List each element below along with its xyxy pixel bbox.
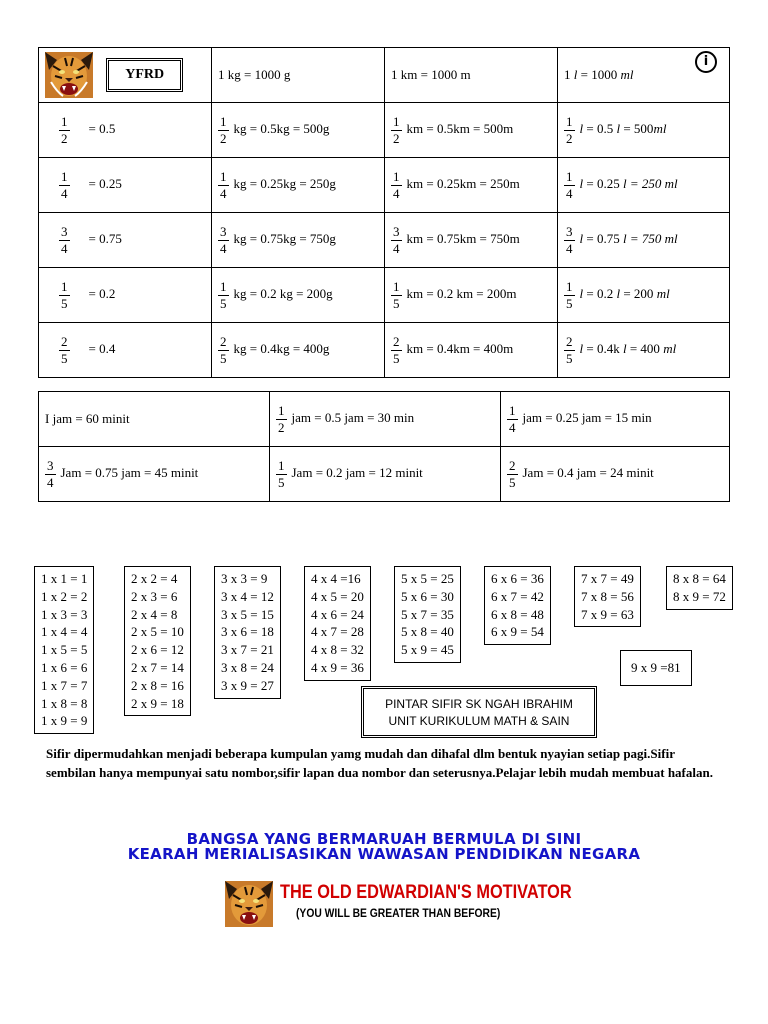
litre-conversion: $\frac{2}{5}$ l = 0.4k l = 400 ml — [558, 323, 730, 378]
litre-conversion: $\frac{1}{5}$ l = 0.2 l = 200 ml — [558, 268, 730, 323]
motivator-title: THE OLD EDWARDIAN'S MOTIVATOR — [280, 882, 572, 903]
times-table-8 — [666, 566, 733, 610]
times-table-line: 5 x 7 = 35 — [401, 606, 454, 622]
times-table-line: 1 x 4 = 4 — [41, 624, 88, 640]
fraction: $\frac{1}{2}$ — [220, 113, 227, 146]
conversion-row — [39, 213, 730, 268]
fraction-decimal: $\frac{2}{5}$ = 0.4 — [39, 323, 212, 378]
times-table-line: 4 x 5 = 20 — [311, 588, 364, 604]
time-conversion-table — [38, 391, 730, 502]
times-table-line: 1 x 5 = 5 — [41, 642, 88, 658]
km-conversion: $\frac{1}{4}$ km = 0.25km = 250m — [385, 158, 558, 213]
litre-definition: 1 l = 1000 ml — [564, 67, 634, 82]
times-table-line: 3 x 7 = 21 — [221, 642, 274, 658]
times-table-5 — [394, 566, 461, 663]
conversion-row — [39, 103, 730, 158]
times-table-1 — [34, 566, 94, 734]
slogan-line-1: BANGSA YANG BERMARUAH BERMULA DI SINI — [186, 830, 582, 848]
times-table-line: 7 x 8 = 56 — [581, 588, 634, 604]
times-table-line: 9 x 9 =81 — [631, 660, 681, 675]
km-conversion: $\frac{2}{5}$ km = 0.4km = 400m — [385, 323, 558, 378]
kg-conversion: $\frac{1}{4}$ kg = 0.25kg = 250g — [212, 158, 385, 213]
fraction: $\frac{2}{5}$ — [393, 333, 400, 366]
fraction-decimal: $\frac{1}{5}$ = 0.2 — [39, 268, 212, 323]
tiger-face-icon — [45, 52, 93, 98]
times-table-line: 2 x 9 = 18 — [131, 695, 184, 711]
litre-conversion: $\frac{3}{4}$ l = 0.75 l = 750 ml — [558, 213, 730, 268]
times-table-line: 3 x 9 = 27 — [221, 677, 274, 693]
times-table-line: 5 x 9 = 45 — [401, 642, 454, 658]
time-cell-hour: I jam = 60 minit — [39, 392, 270, 447]
time-cell-three-quarter-hour: $\frac{3}{4}$ Jam = 0.75 jam = 45 minit — [39, 447, 270, 502]
times-table-line: 7 x 7 = 49 — [581, 571, 634, 586]
fraction: $\frac{1}{2}$ — [566, 113, 573, 146]
time-cell-half-hour: $\frac{1}{2}$ jam = 0.5 jam = 30 min — [270, 392, 501, 447]
times-table-line: 3 x 8 = 24 — [221, 659, 274, 675]
times-table-line: 1 x 3 = 3 — [41, 606, 88, 622]
time-cell-quarter-hour: $\frac{1}{4}$ jam = 0.25 jam = 15 min — [501, 392, 730, 447]
times-table-line: 5 x 8 = 40 — [401, 624, 454, 640]
times-table-line: 3 x 4 = 12 — [221, 588, 274, 604]
times-table-line: 7 x 9 = 63 — [581, 606, 634, 622]
description-paragraph: Sifir dipermudahkan menjadi beberapa kumpulan yamg mudah dan dihafal dlm bentuk nyayian setiap pagi.Sifir sembilan hanya mempunyai satu nombor,sifir lapan dua nombor dan seterusnya.Pelajar lebih mudah membuat hafalan. — [46, 746, 713, 780]
fraction-decimal: $\frac{3}{4}$ = 0.75 — [39, 213, 212, 268]
conversion-row — [39, 158, 730, 213]
times-table-line: 6 x 7 = 42 — [491, 588, 544, 604]
km-conversion: $\frac{3}{4}$ km = 0.75km = 750m — [385, 213, 558, 268]
times-table-line: 1 x 2 = 2 — [41, 588, 88, 604]
fraction: $\frac{1}{2}$ — [278, 402, 285, 435]
litre-conversion: $\frac{1}{4}$ l = 0.25 l = 250 ml — [558, 158, 730, 213]
times-table-line: 3 x 5 = 15 — [221, 606, 274, 622]
logo-cell — [39, 48, 212, 103]
time-row-2 — [39, 447, 730, 502]
times-table-line: 1 x 1 = 1 — [41, 571, 88, 586]
fraction: $\frac{3}{4}$ — [393, 223, 400, 256]
times-table-line: 2 x 7 = 14 — [131, 659, 184, 675]
fraction: $\frac{3}{4}$ — [47, 457, 54, 490]
conversion-row — [39, 268, 730, 323]
times-table-line: 6 x 8 = 48 — [491, 606, 544, 622]
times-table-line: 4 x 6 = 24 — [311, 606, 364, 622]
times-table-line: 2 x 8 = 16 — [131, 677, 184, 693]
conversion-header-row — [39, 48, 730, 103]
times-table-line: 1 x 8 = 8 — [41, 695, 88, 711]
fraction: $\frac{1}{2}$ — [393, 113, 400, 146]
fraction: $\frac{1}{4}$ — [509, 402, 516, 435]
times-table-line: 4 x 8 = 32 — [311, 642, 364, 658]
times-table-line: 4 x 7 = 28 — [311, 624, 364, 640]
times-table-line: 5 x 5 = 25 — [401, 571, 454, 586]
time-cell-two-fifths-hour: $\frac{2}{5}$ Jam = 0.4 jam = 24 minit — [501, 447, 730, 502]
times-table-line: 2 x 4 = 8 — [131, 606, 178, 622]
conversion-rows — [39, 103, 730, 378]
times-table-line: 2 x 6 = 12 — [131, 642, 184, 658]
fraction: $\frac{1}{5}$ — [393, 278, 400, 311]
times-table-line: 6 x 6 = 36 — [491, 571, 544, 586]
time-cell-fifth-hour: $\frac{1}{5}$ Jam = 0.2 jam = 12 minit — [270, 447, 501, 502]
fraction: $\frac{3}{4}$ — [61, 223, 68, 256]
info-circle-icon[interactable]: i — [695, 51, 717, 73]
fraction-decimal: $\frac{1}{4}$ = 0.25 — [39, 158, 212, 213]
fraction: $\frac{2}{5}$ — [61, 333, 68, 366]
conversion-table — [38, 47, 730, 378]
times-table-line: 4 x 4 =16 — [311, 571, 361, 586]
credit-line-1: PINTAR SIFIR SK NGAH IBRAHIM — [385, 697, 573, 711]
fraction: $\frac{1}{5}$ — [566, 278, 573, 311]
fraction: $\frac{1}{5}$ — [61, 278, 68, 311]
fraction: $\frac{1}{4}$ — [566, 168, 573, 201]
litre-conversion: $\frac{1}{2}$ l = 0.5 l = 500ml — [558, 103, 730, 158]
km-conversion: $\frac{1}{2}$ km = 0.5km = 500m — [385, 103, 558, 158]
credit-box — [361, 686, 597, 738]
times-table-9 — [620, 650, 692, 686]
fraction: $\frac{3}{4}$ — [220, 223, 227, 256]
kg-conversion: $\frac{1}{5}$ kg = 0.2 kg = 200g — [212, 268, 385, 323]
times-table-line: 2 x 5 = 10 — [131, 624, 184, 640]
times-table-line: 5 x 6 = 30 — [401, 588, 454, 604]
fraction: $\frac{3}{4}$ — [566, 223, 573, 256]
kg-definition: 1 kg = 1000 g — [212, 48, 385, 103]
fraction: $\frac{2}{5}$ — [220, 333, 227, 366]
times-table-3 — [214, 566, 281, 699]
fraction: $\frac{1}{4}$ — [393, 168, 400, 201]
fraction: $\frac{1}{2}$ — [61, 113, 68, 146]
times-table-line: 3 x 6 = 18 — [221, 624, 274, 640]
km-definition: 1 km = 1000 m — [385, 48, 558, 103]
times-table-line: 2 x 3 = 6 — [131, 588, 178, 604]
times-table-line: 1 x 9 = 9 — [41, 713, 88, 729]
times-table-line: 6 x 9 = 54 — [491, 624, 544, 640]
times-table-4 — [304, 566, 371, 681]
times-table-line: 8 x 8 = 64 — [673, 571, 726, 586]
times-table-line: 1 x 6 = 6 — [41, 659, 88, 675]
time-row-1 — [39, 392, 730, 447]
slogan-line-2: KEARAH MERIALISASIKAN WAWASAN PENDIDIKAN NEGARA — [127, 845, 641, 863]
tiger-face-icon — [225, 880, 273, 928]
fraction-decimal: $\frac{1}{2}$ = 0.5 — [39, 103, 212, 158]
fraction: $\frac{1}{5}$ — [220, 278, 227, 311]
fraction: $\frac{1}{5}$ — [278, 457, 285, 490]
times-table-line: 4 x 9 = 36 — [311, 659, 364, 675]
times-table-line: 1 x 7 = 7 — [41, 677, 88, 693]
times-table-line: 3 x 3 = 9 — [221, 571, 268, 586]
km-conversion: $\frac{1}{5}$ km = 0.2 km = 200m — [385, 268, 558, 323]
fraction: $\frac{1}{4}$ — [61, 168, 68, 201]
motivator-subtitle: (YOU WILL BE GREATER THAN BEFORE) — [296, 906, 501, 920]
fraction: $\frac{2}{5}$ — [509, 457, 516, 490]
kg-conversion: $\frac{3}{4}$ kg = 0.75kg = 750g — [212, 213, 385, 268]
conversion-row — [39, 323, 730, 378]
fraction: $\frac{2}{5}$ — [566, 333, 573, 366]
times-table-6 — [484, 566, 551, 645]
litre-definition-cell — [558, 48, 730, 103]
fraction: $\frac{1}{4}$ — [220, 168, 227, 201]
times-table-7 — [574, 566, 641, 627]
times-table-line: 8 x 9 = 72 — [673, 588, 726, 604]
times-table-2 — [124, 566, 191, 716]
kg-conversion: $\frac{2}{5}$ kg = 0.4kg = 400g — [212, 323, 385, 378]
yfrd-badge: YFRD — [106, 58, 183, 92]
kg-conversion: $\frac{1}{2}$ kg = 0.5kg = 500g — [212, 103, 385, 158]
credit-line-2: UNIT KURIKULUM MATH & SAIN — [388, 714, 570, 728]
times-table-line: 2 x 2 = 4 — [131, 571, 178, 586]
